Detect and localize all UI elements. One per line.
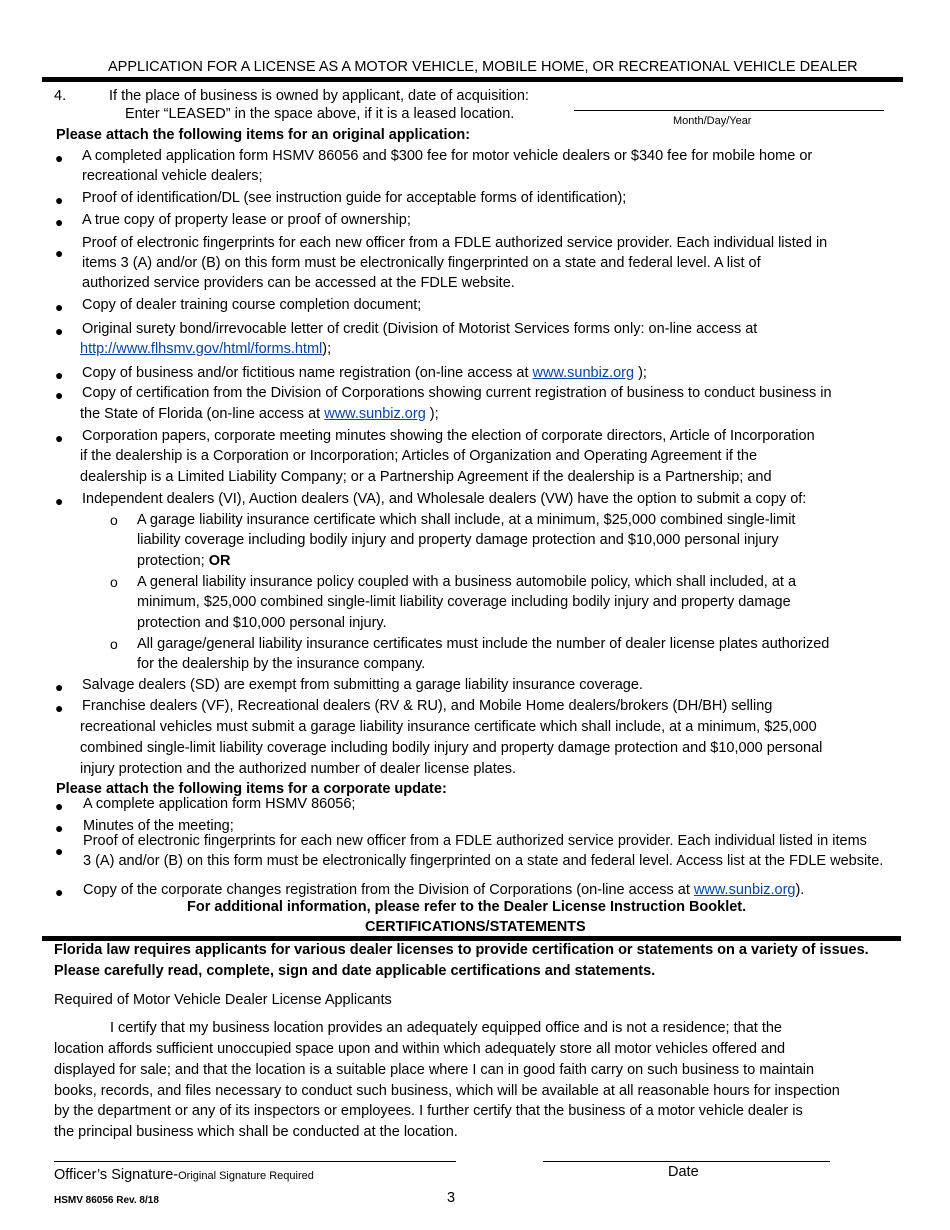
original-item-12-line1: Franchise dealers (VF), Recreational dealers (RV & RU), and Mobile Home dealers/brokers (DH/BH) selling: [82, 698, 773, 714]
sub-item-2-line3: protection and $10,000 personal injury.: [137, 615, 387, 631]
original-item-8-line2: the State of Florida (on-line access at www.sunbiz.org );: [80, 406, 439, 422]
sunbiz-link[interactable]: www.sunbiz.org: [693, 882, 796, 898]
cert-para-line3: displayed for sale; and that the location is a suitable place where I can in good faith carry on such business to maintain: [54, 1062, 815, 1078]
original-item-3: A true copy of property lease or proof of ownership;: [82, 212, 411, 228]
sub-bullet-icon: o: [110, 574, 118, 590]
original-item-1-line2: recreational vehicle dealers;: [82, 168, 263, 184]
item4-line1: If the place of business is owned by applicant, date of acquisition:: [109, 88, 529, 104]
corporate-heading: Please attach the following items for a corporate update:: [56, 781, 447, 797]
signature-label: Officer’s Signature-Original Signature Required: [54, 1167, 314, 1183]
sub-item-3-line1: All garage/general liability insurance certificates must include the number of dealer license plates authorized: [137, 636, 830, 652]
bullet-icon: ●: [55, 820, 64, 836]
original-item-6-line2: http://www.flhsmv.gov/html/forms.html);: [80, 341, 332, 357]
sunbiz-link[interactable]: www.sunbiz.org: [324, 406, 426, 422]
bullet-icon: ●: [55, 387, 64, 403]
date-format-label: Month/Day/Year: [673, 115, 752, 127]
cert-intro-line1: Florida law requires applicants for various dealer licenses to provide certification or statements on a variety of issues.: [54, 942, 869, 958]
form-id: HSMV 86056 Rev. 8/18: [54, 1195, 159, 1206]
sub-item-1-line1: A garage liability insurance certificate which shall include, at a minimum, $25,000 combined single-limit: [137, 512, 796, 528]
sunbiz-link[interactable]: www.sunbiz.org: [532, 365, 635, 381]
original-item-6-line1: Original surety bond/irrevocable letter of credit (Division of Motorist Services forms only: on-line access at: [82, 321, 758, 337]
sub-item-2-line2: minimum, $25,000 combined single-limit liability coverage including bodily injury and property damage: [137, 594, 791, 610]
acquisition-date-field[interactable]: [574, 110, 884, 111]
original-item-9-line2: if the dealership is a Corporation or Incorporation; Articles of Organization and Operating Agreement if the: [80, 448, 758, 464]
sub-item-1-line3: protection; OR: [137, 553, 231, 569]
certifications-heading: CERTIFICATIONS/STATEMENTS: [365, 919, 586, 935]
cert-required-label: Required of Motor Vehicle Dealer License Applicants: [54, 992, 392, 1008]
sub-item-1-line2: liability coverage including bodily injury and property damage protection and $10,000 personal injury: [137, 532, 779, 548]
original-item-4-line3: authorized service providers can be accessed at the FDLE website.: [82, 275, 515, 291]
original-item-10: Independent dealers (VI), Auction dealers (VA), and Wholesale dealers (VW) have the option to submit a copy of:: [82, 491, 807, 507]
certifications-rule: [42, 936, 901, 941]
header-rule: [42, 77, 903, 82]
original-item-4-line2: items 3 (A) and/or (B) on this form must be electronically fingerprinted on a state and federal level. A list of: [82, 255, 761, 271]
bullet-icon: ●: [55, 679, 64, 695]
bullet-icon: ●: [55, 150, 64, 166]
cert-para-line1: I certify that my business location provides an adequately equipped office and is not a residence; that the: [110, 1020, 782, 1036]
original-item-9-line3: dealership is a Limited Liability Company; or a Partnership Agreement if the dealership is a Partnership; and: [80, 469, 772, 485]
sub-bullet-icon: o: [110, 512, 118, 528]
signature-field[interactable]: [54, 1161, 456, 1162]
original-item-9-line1: Corporation papers, corporate meeting minutes showing the election of corporate directors, Article of Incorporation: [82, 428, 815, 444]
bullet-icon: ●: [55, 798, 64, 814]
original-item-12-line3: combined single-limit liability coverage including bodily injury and property damage protection and $10,000 personal: [80, 740, 823, 756]
bullet-icon: ●: [55, 323, 64, 339]
original-item-12-line4: injury protection and the authorized number of dealer license plates.: [80, 761, 517, 777]
original-item-7: Copy of business and/or fictitious name registration (on-line access at www.sunbiz.org );: [82, 365, 647, 381]
bullet-icon: ●: [55, 493, 64, 509]
sub-item-2-line1: A general liability insurance policy coupled with a business automobile policy, which shall included, at a: [137, 574, 797, 590]
bullet-icon: ●: [55, 700, 64, 716]
date-field[interactable]: [543, 1161, 830, 1162]
additional-info: For additional information, please refer to the Dealer License Instruction Booklet.: [187, 899, 747, 915]
corporate-item-1: A complete application form HSMV 86056;: [83, 796, 356, 812]
corporate-item-3-line1: Proof of electronic fingerprints for each new officer from a FDLE authorized service provider. Each individual listed in items: [83, 833, 867, 849]
original-app-heading: Please attach the following items for an original application:: [56, 127, 471, 143]
original-item-5: Copy of dealer training course completion document;: [82, 297, 422, 313]
cert-para-line2: location affords sufficient unoccupied space upon and within which adequately store all motor vehicles offered and: [54, 1041, 786, 1057]
original-item-2: Proof of identification/DL (see instruction guide for acceptable forms of identification);: [82, 190, 627, 206]
cert-intro-line2: Please carefully read, complete, sign and date applicable certifications and statements.: [54, 963, 656, 979]
original-item-4-line1: Proof of electronic fingerprints for each new officer from a FDLE authorized service provider. Each individual listed in: [82, 235, 828, 251]
page-number: 3: [447, 1190, 456, 1206]
original-item-8-line1: Copy of certification from the Division of Corporations showing current registration of business to conduct business in: [82, 385, 832, 401]
bullet-icon: ●: [55, 843, 64, 859]
bullet-icon: ●: [55, 299, 64, 315]
date-label: Date: [668, 1164, 699, 1180]
cert-para-line4: books, records, and files necessary to conduct such business, which will be available at all reasonable hours for inspection: [54, 1083, 840, 1099]
sub-bullet-icon: o: [110, 636, 118, 652]
item4-line2: Enter “LEASED” in the space above, if it is a leased location.: [125, 106, 515, 122]
item4-number: 4.: [54, 88, 67, 104]
bullet-icon: ●: [55, 214, 64, 230]
forms-link[interactable]: http://www.flhsmv.gov/html/forms.html: [80, 341, 323, 357]
cert-para-line5: by the department or any of its inspectors or employees. I further certify that the business of a motor vehicle dealer is: [54, 1103, 803, 1119]
cert-para-line6: the principal business which shall be conducted at the location.: [54, 1124, 458, 1140]
corporate-item-4: Copy of the corporate changes registration from the Division of Corporations (on-line access at www.sunbiz.org).: [83, 882, 805, 898]
original-item-1-line1: A completed application form HSMV 86056 and $300 fee for motor vehicle dealers or $340 fee for mobile home or: [82, 148, 813, 164]
bullet-icon: ●: [55, 884, 64, 900]
page-header-title: APPLICATION FOR A LICENSE AS A MOTOR VEHICLE, MOBILE HOME, OR RECREATIONAL VEHICLE DEALER: [108, 59, 858, 75]
bullet-icon: ●: [55, 192, 64, 208]
bullet-icon: ●: [55, 367, 64, 383]
original-item-12-line2: recreational vehicles must submit a garage liability insurance certificate which shall include, at a minimum, $25,000: [80, 719, 817, 735]
sub-item-3-line2: for the dealership by the insurance company.: [137, 656, 426, 672]
original-item-11: Salvage dealers (SD) are exempt from submitting a garage liability insurance coverage.: [82, 677, 643, 693]
corporate-item-2: Minutes of the meeting;: [83, 818, 234, 834]
bullet-icon: ●: [55, 430, 64, 446]
bullet-icon: ●: [55, 245, 64, 261]
corporate-item-3-line2: 3 (A) and/or (B) on this form must be electronically fingerprinted on a state and federal level. Access list at the FDLE website.: [83, 853, 884, 869]
